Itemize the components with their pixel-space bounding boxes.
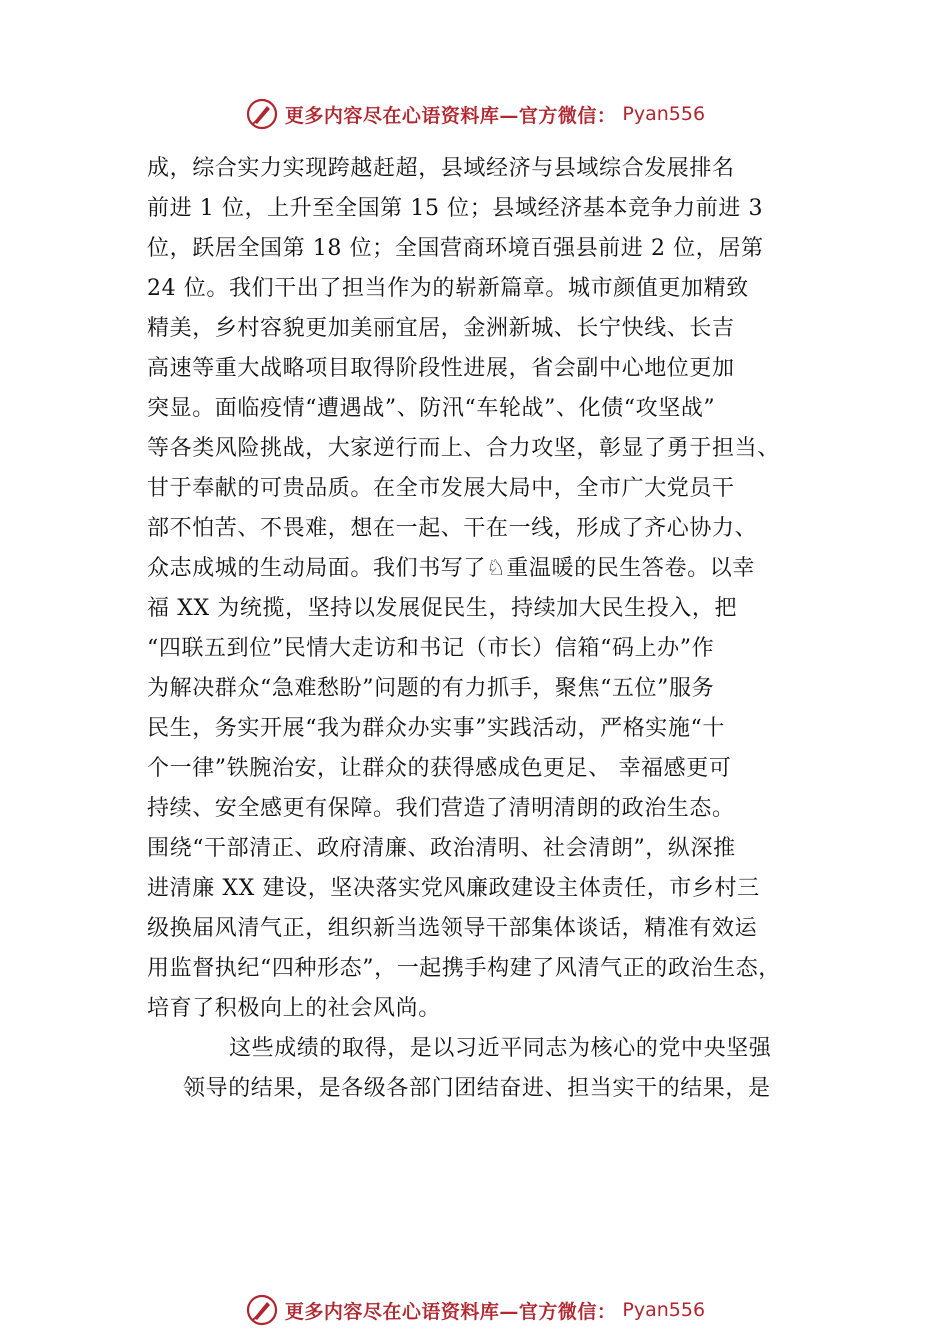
paragraph-line: 前进 1 位，上升至全国第 15 位；县域经济基本竞争力前进 3: [147, 196, 764, 221]
paragraph-line: 民生，务实开展“我为群众办实事”实践活动，严格实施“十: [147, 716, 725, 741]
paragraph-line: 福 XX 为统揽，坚持以发展促民生，持续加大民生投入，把: [147, 596, 738, 621]
quill-seal-icon: [245, 1293, 279, 1327]
paragraph-line: 成，综合实力实现跨越赶超，县域经济与县域综合发展排名: [147, 156, 735, 181]
paragraph-line: 甘于奉献的可贵品质。在全市发展大局中，全市广大党员干: [147, 476, 735, 501]
paragraph-line: 等各类风险挑战，大家逆行而上、合力攻坚，彰显了勇于担当、: [147, 436, 780, 461]
paragraph-line: 精美，乡村容貌更加美丽宜居，金洲新城、长宁快线、长吉: [147, 316, 735, 341]
paragraph-line: 持续、安全感更有保障。我们营造了清明清朗的政治生态。: [147, 796, 735, 821]
paragraph-line: 高速等重大战略项目取得阶段性进展，省会副中心地位更加: [147, 356, 735, 381]
paragraph-line: 用监督执纪“四种形态”，一起携手构建了风清气正的政治生态，: [147, 956, 781, 981]
footer-watermark: [0, 1290, 950, 1330]
watermark-text: 更多内容尽在心语资料库—官方微信：: [284, 104, 617, 127]
watermark-text: 更多内容尽在心语资料库—官方微信：: [284, 1300, 617, 1323]
paragraph-line: 24 位。我们干出了担当作为的崭新篇章。城市颜值更加精致: [147, 276, 749, 301]
quill-seal-icon: [245, 97, 279, 131]
paragraph-line: 为解决群众“急难愁盼”问题的有力抓手，聚焦“五位”服务: [147, 676, 715, 701]
paragraph-line: 培育了积极向上的社会风尚。: [147, 996, 441, 1021]
paragraph-line: 众志成城的生动局面。我们书写了♘重温暖的民生答卷。以幸: [147, 556, 755, 581]
paragraph-line: 位，跃居全国第 18 位；全国营商环境百强县前进 2 位，居第: [147, 236, 764, 261]
paragraph-line: “四联五到位”民情大走访和书记（市长）信箱“码上办”作: [147, 636, 715, 661]
closing-paragraph-line: 这些成绩的取得，是以习近平同志为核心的党中央坚强: [229, 1036, 772, 1061]
watermark-account: Pyan556: [622, 1299, 706, 1321]
document-body: [147, 149, 819, 1109]
closing-paragraph-line: 领导的结果，是各级各部门团结奋进、担当实干的结果，是: [183, 1076, 771, 1101]
paragraph-line: 级换届风清气正，组织新当选领导干部集体谈话，精准有效运: [147, 916, 758, 941]
paragraph-line: 部不怕苦、不畏难，想在一起、干在一线，形成了齐心协力、: [147, 516, 758, 541]
paragraph-line: 个一律”铁腕治安，让群众的获得感成色更足、 幸福感更可: [147, 756, 732, 781]
paragraph-line: 围绕“干部清正、政府清廉、政治清明、社会清朗”，纵深推: [147, 836, 736, 861]
paragraph-line: 进清廉 XX 建设，坚决落实党风廉政建设主体责任，市乡村三: [147, 876, 760, 901]
watermark-account: Pyan556: [622, 103, 706, 125]
header-watermark: [0, 94, 950, 134]
paragraph-line: 突显。面临疫情“遭遇战”、防汛“车轮战”、化债“攻坚战”: [147, 396, 716, 421]
